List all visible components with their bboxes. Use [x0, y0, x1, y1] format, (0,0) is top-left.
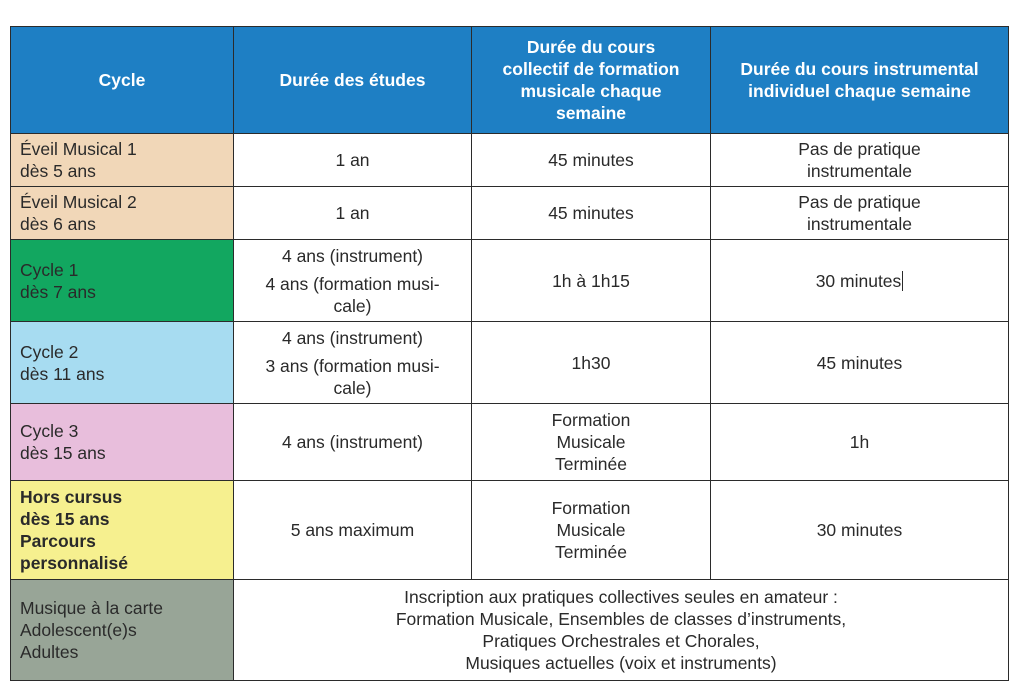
table-row — [11, 322, 1009, 404]
cycle-cell-cycle-1: Cycle 1 dès 7 ans — [11, 240, 234, 322]
collectif-cell: Formation Musicale Terminée — [472, 404, 711, 481]
table-row — [11, 404, 1009, 481]
header-duree-collectif: Durée du cours collectif de formation musicale chaque semaine — [472, 27, 711, 134]
etudes-cell: 4 ans (instrument) — [234, 404, 472, 481]
music-school-schedule-table — [10, 26, 1009, 681]
cycle-cell-musique-a-la-carte: Musique à la carte Adolescent(e)s Adultes — [11, 580, 234, 681]
collectif-cell: 1h30 — [472, 322, 711, 404]
cycle-cell-hors-cursus: Hors cursus dès 15 ans Parcours personnalisé — [11, 481, 234, 580]
etudes-cell: 5 ans maximum — [234, 481, 472, 580]
collectif-cell: 45 minutes — [472, 187, 711, 240]
instrumental-cell: 30 minutes — [711, 481, 1009, 580]
cycle-cell-eveil-1: Éveil Musical 1 dès 5 ans — [11, 134, 234, 187]
cycle-cell-cycle-2: Cycle 2 dès 11 ans — [11, 322, 234, 404]
table-row — [11, 187, 1009, 240]
cycle-cell-eveil-2: Éveil Musical 2 dès 6 ans — [11, 187, 234, 240]
collectif-cell: 1h à 1h15 — [472, 240, 711, 322]
instrumental-cell: 45 minutes — [711, 322, 1009, 404]
inscription-merged-cell: Inscription aux pratiques collectives seules en amateur : Formation Musicale, Ensembles de classes d’instruments, Pratiques Orchestrales et Chorales, Musiques actuelles (voix et instruments) — [234, 580, 1009, 681]
table-row — [11, 134, 1009, 187]
cycle-cell-cycle-3: Cycle 3 dès 15 ans — [11, 404, 234, 481]
collectif-cell: 45 minutes — [472, 134, 711, 187]
etudes-cell: 1 an — [234, 187, 472, 240]
header-row — [11, 27, 1009, 134]
header-duree-etudes: Durée des études — [234, 27, 472, 134]
etudes-cell: 4 ans (instrument) 4 ans (formation musi- cale) — [234, 240, 472, 322]
collectif-cell: Formation Musicale Terminée — [472, 481, 711, 580]
header-duree-instrumental: Durée du cours instrumental individuel chaque semaine — [711, 27, 1009, 134]
table-row — [11, 240, 1009, 322]
table-row — [11, 580, 1009, 681]
header-cycle: Cycle — [11, 27, 234, 134]
instrumental-cell: 1h — [711, 404, 1009, 481]
instrumental-cell: 30 minutes — [711, 240, 1009, 322]
etudes-cell: 1 an — [234, 134, 472, 187]
text-cursor — [902, 271, 903, 291]
etudes-cell: 4 ans (instrument) 3 ans (formation musi- cale) — [234, 322, 472, 404]
instrumental-cell: Pas de pratique instrumentale — [711, 134, 1009, 187]
table-row — [11, 481, 1009, 580]
instrumental-cell: Pas de pratique instrumentale — [711, 187, 1009, 240]
